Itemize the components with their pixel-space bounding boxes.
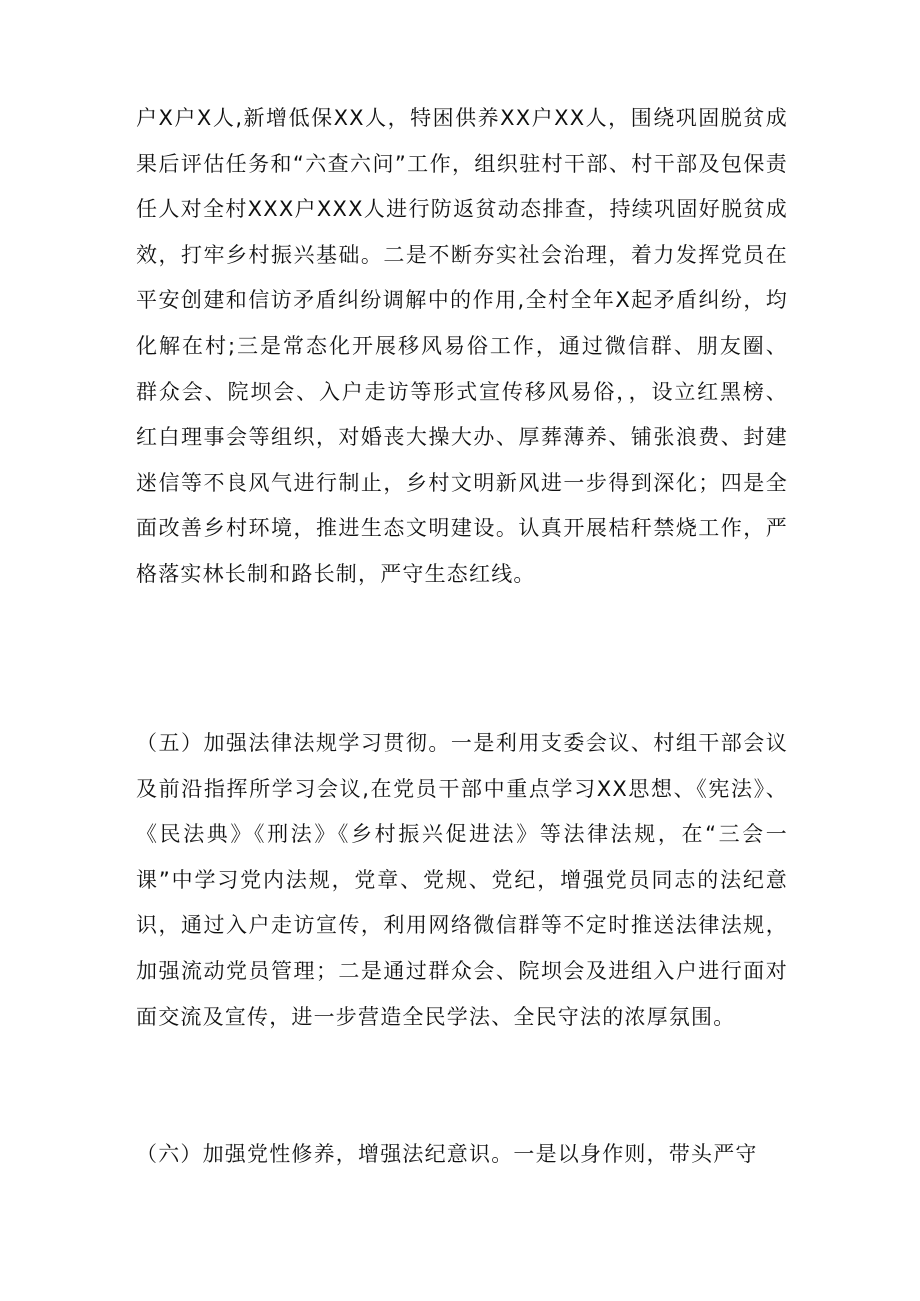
paragraph-village-work: 户X户X人,新增低保XX人，特困供养XX户XX人，围绕巩固脱贫成果后评估任务和“六查六问”工作，组织驻村干部、村干部及包保责任人对全村XXX户XXX人进行防返贫动态排查，持续巩固好脱贫成效，打牢乡村振兴基础。二是不断夯实社会治理，着力发挥党员在平安创建和信访矛盾纠纷调解中的作用,全村全年X起矛盾纠纷，均化解在村;三是常态化开展移风易俗工作，通过微信群、朋友圈、群众会、院坝会、入户走访等形式宣传移风易俗，，设立红黑榜、红白理事会等组织，对婚丧大操大办、厚葬薄养、铺张浪费、封建迷信等不良风气进行制止，乡村文明新风进一步得到深化；四是全面改善乡村环境，推进生态文明建设。认真开展桔秆禁烧工作，严格落实林长制和路长制，严守生态红线。 (136, 106, 788, 586)
paragraph-party-discipline: （六）加强党性修养，增强法纪意识。一是以身作则，带头严守 (136, 1142, 758, 1166)
paragraph-law-study: （五）加强法律法规学习贯彻。一是利用支委会议、村组干部会议及前沿指挥所学习会议,在党员干部中重点学习XX思想、《宪法》、《民法典》《刑法》《乡村振兴促进法》等法律法规，在“三会一课”中学习党内法规，党章、党规、党纪，增强党员同志的法纪意识，通过入户走访宣传，利用网络微信群等不定时推送法律法规，加强流动党员管理；二是通过群众会、院坝会及进组入户进行面对面交流及宣传，进一步营造全民学法、全民守法的浓厚氛围。 (136, 731, 788, 1029)
